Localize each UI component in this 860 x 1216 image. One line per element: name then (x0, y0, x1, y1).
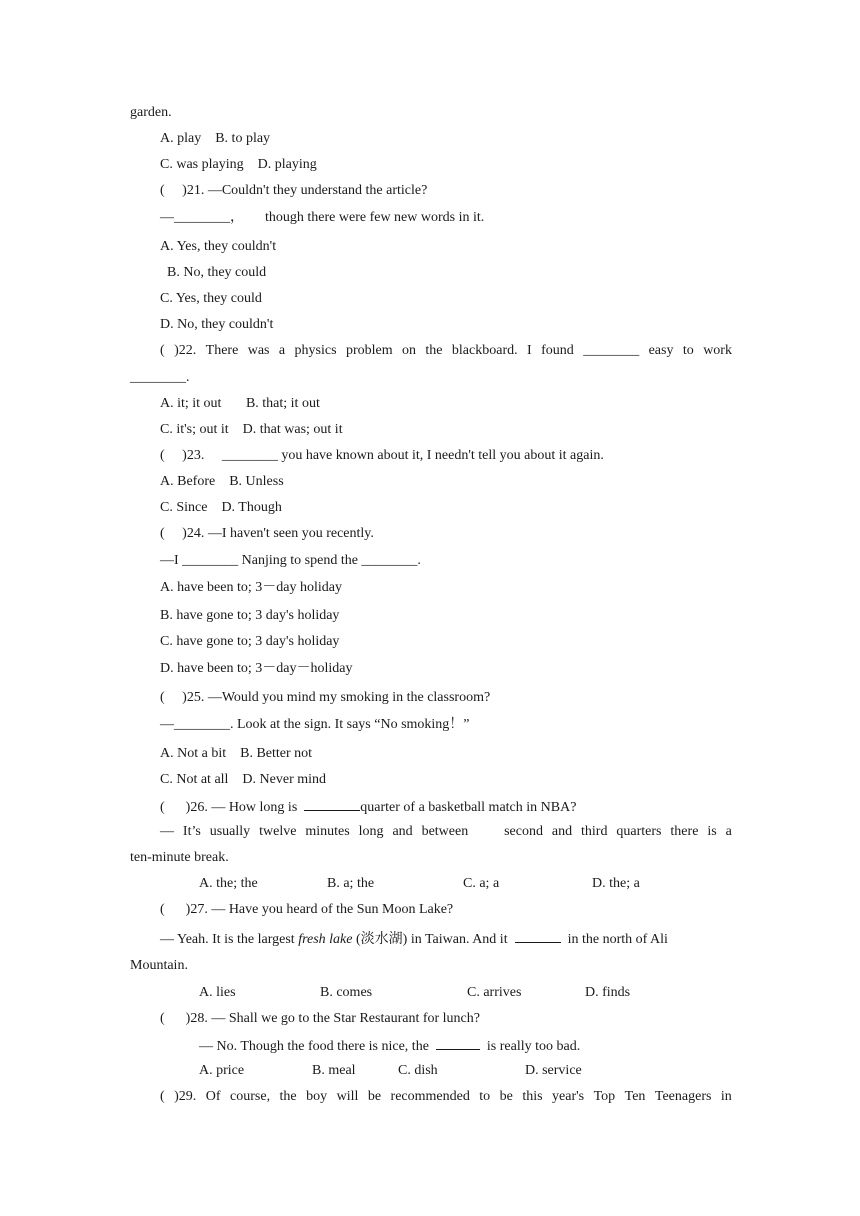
word: the (425, 343, 443, 358)
word: Teenagers (654, 1089, 712, 1104)
word: is (707, 824, 717, 839)
q28-option-d: D. service (525, 1063, 582, 1078)
q21-stem: ( )21. —Couldn't they understand the article? (160, 183, 428, 198)
q26-stem-start: ( )26. — How long is (160, 800, 305, 815)
word: Ten (624, 1089, 646, 1104)
q23-stem: ( )23. ________ you have known about it, I needn't tell you about it again. (160, 448, 604, 463)
q25-reply: —________. Look at the sign. It says “No smoking！” (160, 717, 470, 732)
word: second (504, 824, 543, 839)
q28-reply (199, 1036, 580, 1056)
q25-options-cd: C. Not at all D. Never mind (160, 772, 327, 787)
q28-reply-start: — No. Though the food there is nice, the (199, 1039, 436, 1054)
q23-options-ab: A. Before B. Unless (160, 474, 284, 489)
word: found (541, 343, 574, 358)
q22-options-ab: A. it; it out B. that; it out (160, 396, 320, 411)
word: — (160, 824, 174, 839)
answer-blank (304, 797, 360, 811)
q21-option-b: B. No, they could (160, 265, 267, 280)
word: It’s (182, 824, 201, 839)
word: a (725, 824, 732, 839)
word: long (358, 824, 384, 839)
word: ( (160, 343, 165, 358)
q26-option-c: C. a; a (463, 876, 500, 891)
q25-options-ab: A. Not a bit B. Better not (160, 746, 313, 761)
q22-stem (160, 342, 732, 360)
word: quarters (616, 824, 662, 839)
q26-stem-end: quarter of a basketball match in NBA? (360, 800, 577, 815)
word: was (247, 343, 270, 358)
q28-stem: ( )28. — Shall we go to the Star Restaurant for lunch? (160, 1011, 480, 1026)
word: the (279, 1089, 297, 1104)
word: ________ (583, 343, 640, 358)
word: course, (230, 1089, 271, 1104)
gap (477, 823, 495, 841)
word: recommended (390, 1089, 470, 1104)
q22-options-cd: C. it's; out it D. that was; out it (160, 422, 343, 437)
q27-option-b: B. comes (320, 985, 373, 1000)
word: on (402, 343, 416, 358)
word: and (551, 824, 573, 839)
q21-reply: —________， though there were few new words in it. (160, 210, 485, 225)
q24-option-b: B. have gone to; 3 day's holiday (160, 608, 340, 623)
q28-reply-end: is really too bad. (479, 1039, 581, 1054)
q21-option-d: D. No, they couldn't (160, 317, 274, 332)
q26-option-a: A. the; the (199, 876, 258, 891)
q27-reply-end: in the north of Ali (560, 932, 668, 947)
q28-option-c: C. dish (398, 1063, 438, 1078)
word: boy (306, 1089, 328, 1104)
word: blackboard. (451, 343, 518, 358)
q27-stem: ( )27. — Have you heard of the Sun Moon Lake? (160, 902, 454, 917)
q20-options-ab: A. play B. to play (160, 131, 271, 146)
word: easy (648, 343, 674, 358)
q24-reply: —I ________ Nanjing to spend the ________. (160, 553, 421, 568)
q21-option-a: A. Yes, they couldn't (160, 239, 277, 254)
word: )22. (174, 343, 197, 358)
word: to (682, 343, 694, 358)
q27-reply-middle: (淡水湖) in Taiwan. And it (352, 932, 515, 947)
word: in (720, 1089, 732, 1104)
q27-continuation: Mountain. (130, 958, 188, 973)
word: this (522, 1089, 543, 1104)
q26-stem (160, 797, 576, 817)
answer-blank (436, 1036, 480, 1050)
q24-option-d: D. have been to; 3－day－holiday (160, 661, 353, 676)
word: usually (209, 824, 251, 839)
word: There (205, 343, 239, 358)
q26-option-b: B. a; the (327, 876, 375, 891)
answer-blank (515, 929, 561, 943)
q24-option-a: A. have been to; 3－day holiday (160, 580, 342, 595)
q24-stem: ( )24. —I haven't seen you recently. (160, 526, 374, 541)
word: work (703, 343, 732, 358)
q29-stem (160, 1088, 732, 1106)
q27-option-d: D. finds (585, 985, 631, 1000)
word: Top (593, 1089, 616, 1104)
word: to (479, 1089, 491, 1104)
q25-stem: ( )25. —Would you mind my smoking in the classroom? (160, 690, 491, 705)
word: between (421, 824, 469, 839)
q27-italic-term: fresh lake (298, 932, 353, 947)
q26-line2 (160, 823, 732, 841)
q26-option-d: D. the; a (592, 876, 640, 891)
word: third (581, 824, 608, 839)
word: twelve (259, 824, 297, 839)
q23-options-cd: C. Since D. Though (160, 500, 282, 515)
q20-options-cd: C. was playing D. playing (160, 157, 317, 172)
word: will (336, 1089, 359, 1104)
q22-continuation: ________. (130, 370, 190, 385)
word: and (392, 824, 413, 839)
q27-reply (160, 929, 668, 949)
q28-option-a: A. price (199, 1063, 245, 1078)
word: ( (160, 1089, 165, 1104)
word: I (527, 343, 532, 358)
word: )29. (174, 1089, 197, 1104)
q26-continuation: ten-minute break. (130, 850, 229, 865)
q24-option-c: C. have gone to; 3 day's holiday (160, 634, 340, 649)
word: problem (345, 343, 393, 358)
q28-option-b: B. meal (312, 1063, 356, 1078)
word: year's (552, 1089, 585, 1104)
word: be (367, 1089, 382, 1104)
q21-option-c: C. Yes, they could (160, 291, 262, 306)
q27-option-c: C. arrives (467, 985, 522, 1000)
word: minutes (305, 824, 350, 839)
word: be (499, 1089, 513, 1104)
q27-reply-start: — Yeah. It is the largest (160, 932, 299, 947)
word: a (278, 343, 286, 358)
word: physics (294, 343, 337, 358)
word: Of (205, 1089, 221, 1104)
q20-tail: garden. (130, 105, 172, 120)
q27-option-a: A. lies (199, 985, 236, 1000)
word: there (670, 824, 699, 839)
